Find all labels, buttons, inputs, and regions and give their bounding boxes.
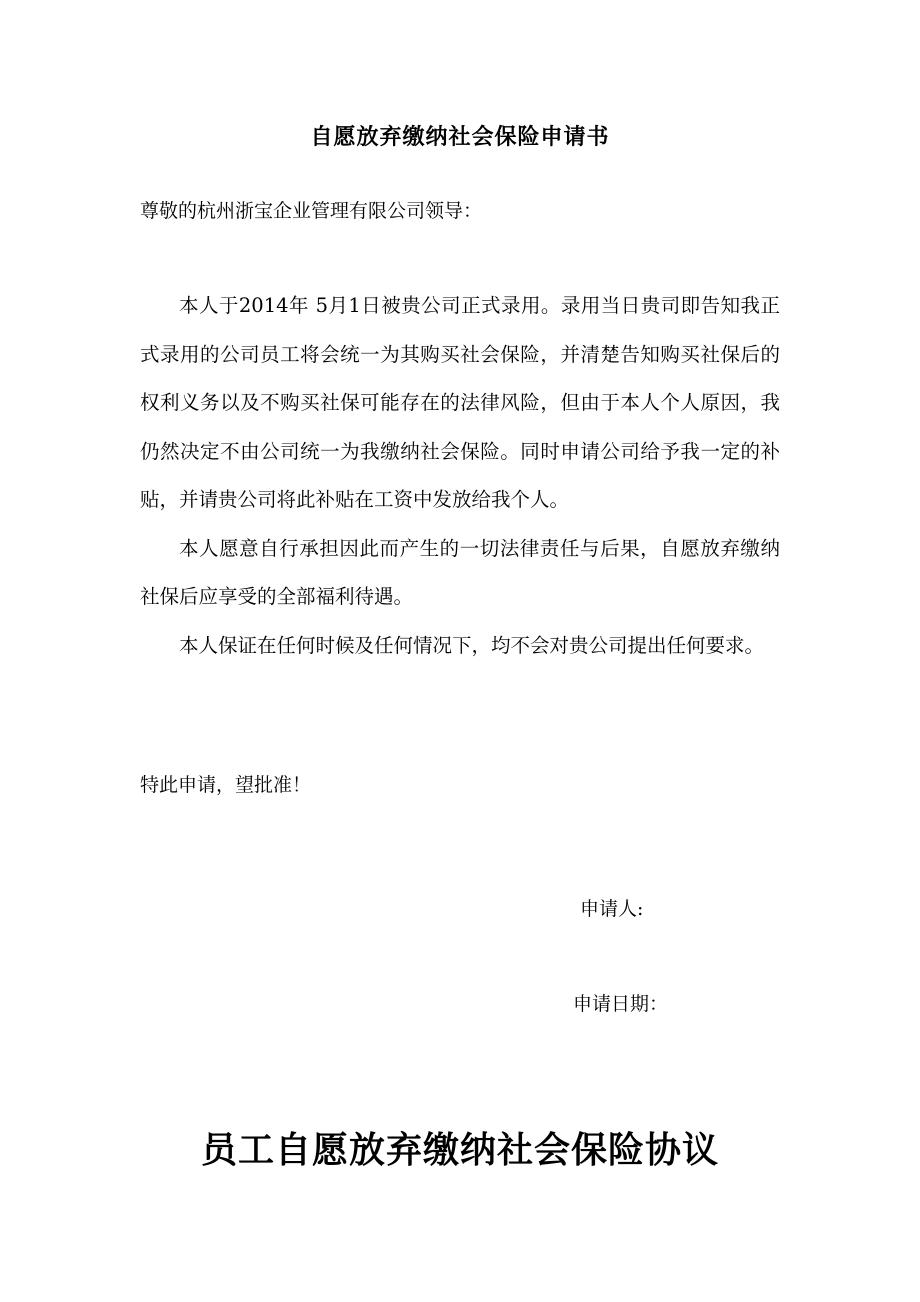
paragraph-1: 本人于2014年 5月1日被贵公司正式录用。录用当日贵司即告知我正式录用的公司员工将会统一为其购买社会保险，并清楚告知购买社保后的权利义务以及不购买社保可能存在的法律风险，但由于本人个人原因，我仍然决定不由公司统一为我缴纳社会保险。同时申请公司给予我一定的补贴，并请贵公司将此补贴在工资中发放给我个人。	[140, 294, 780, 511]
closing-line: 特此申请，望批准！	[140, 774, 312, 796]
body-text	[140, 282, 780, 670]
salutation: 尊敬的杭州浙宝企业管理有限公司领导：	[140, 200, 483, 222]
signer-label: 申请人:	[580, 898, 644, 920]
document-title: 自愿放弃缴纳社会保险申请书	[310, 125, 610, 150]
paragraph-2: 本人愿意自行承担因此而产生的一切法律责任与后果，自愿放弃缴纳社保后应享受的全部福利待遇。	[140, 536, 780, 608]
date-label: 申请日期：	[573, 993, 669, 1015]
second-document-title: 员工自愿放弃缴纳社会保险协议	[200, 1130, 719, 1171]
paragraph-3: 本人保证在任何时候及任何情况下，均不会对贵公司提出任何要求。	[179, 633, 765, 657]
